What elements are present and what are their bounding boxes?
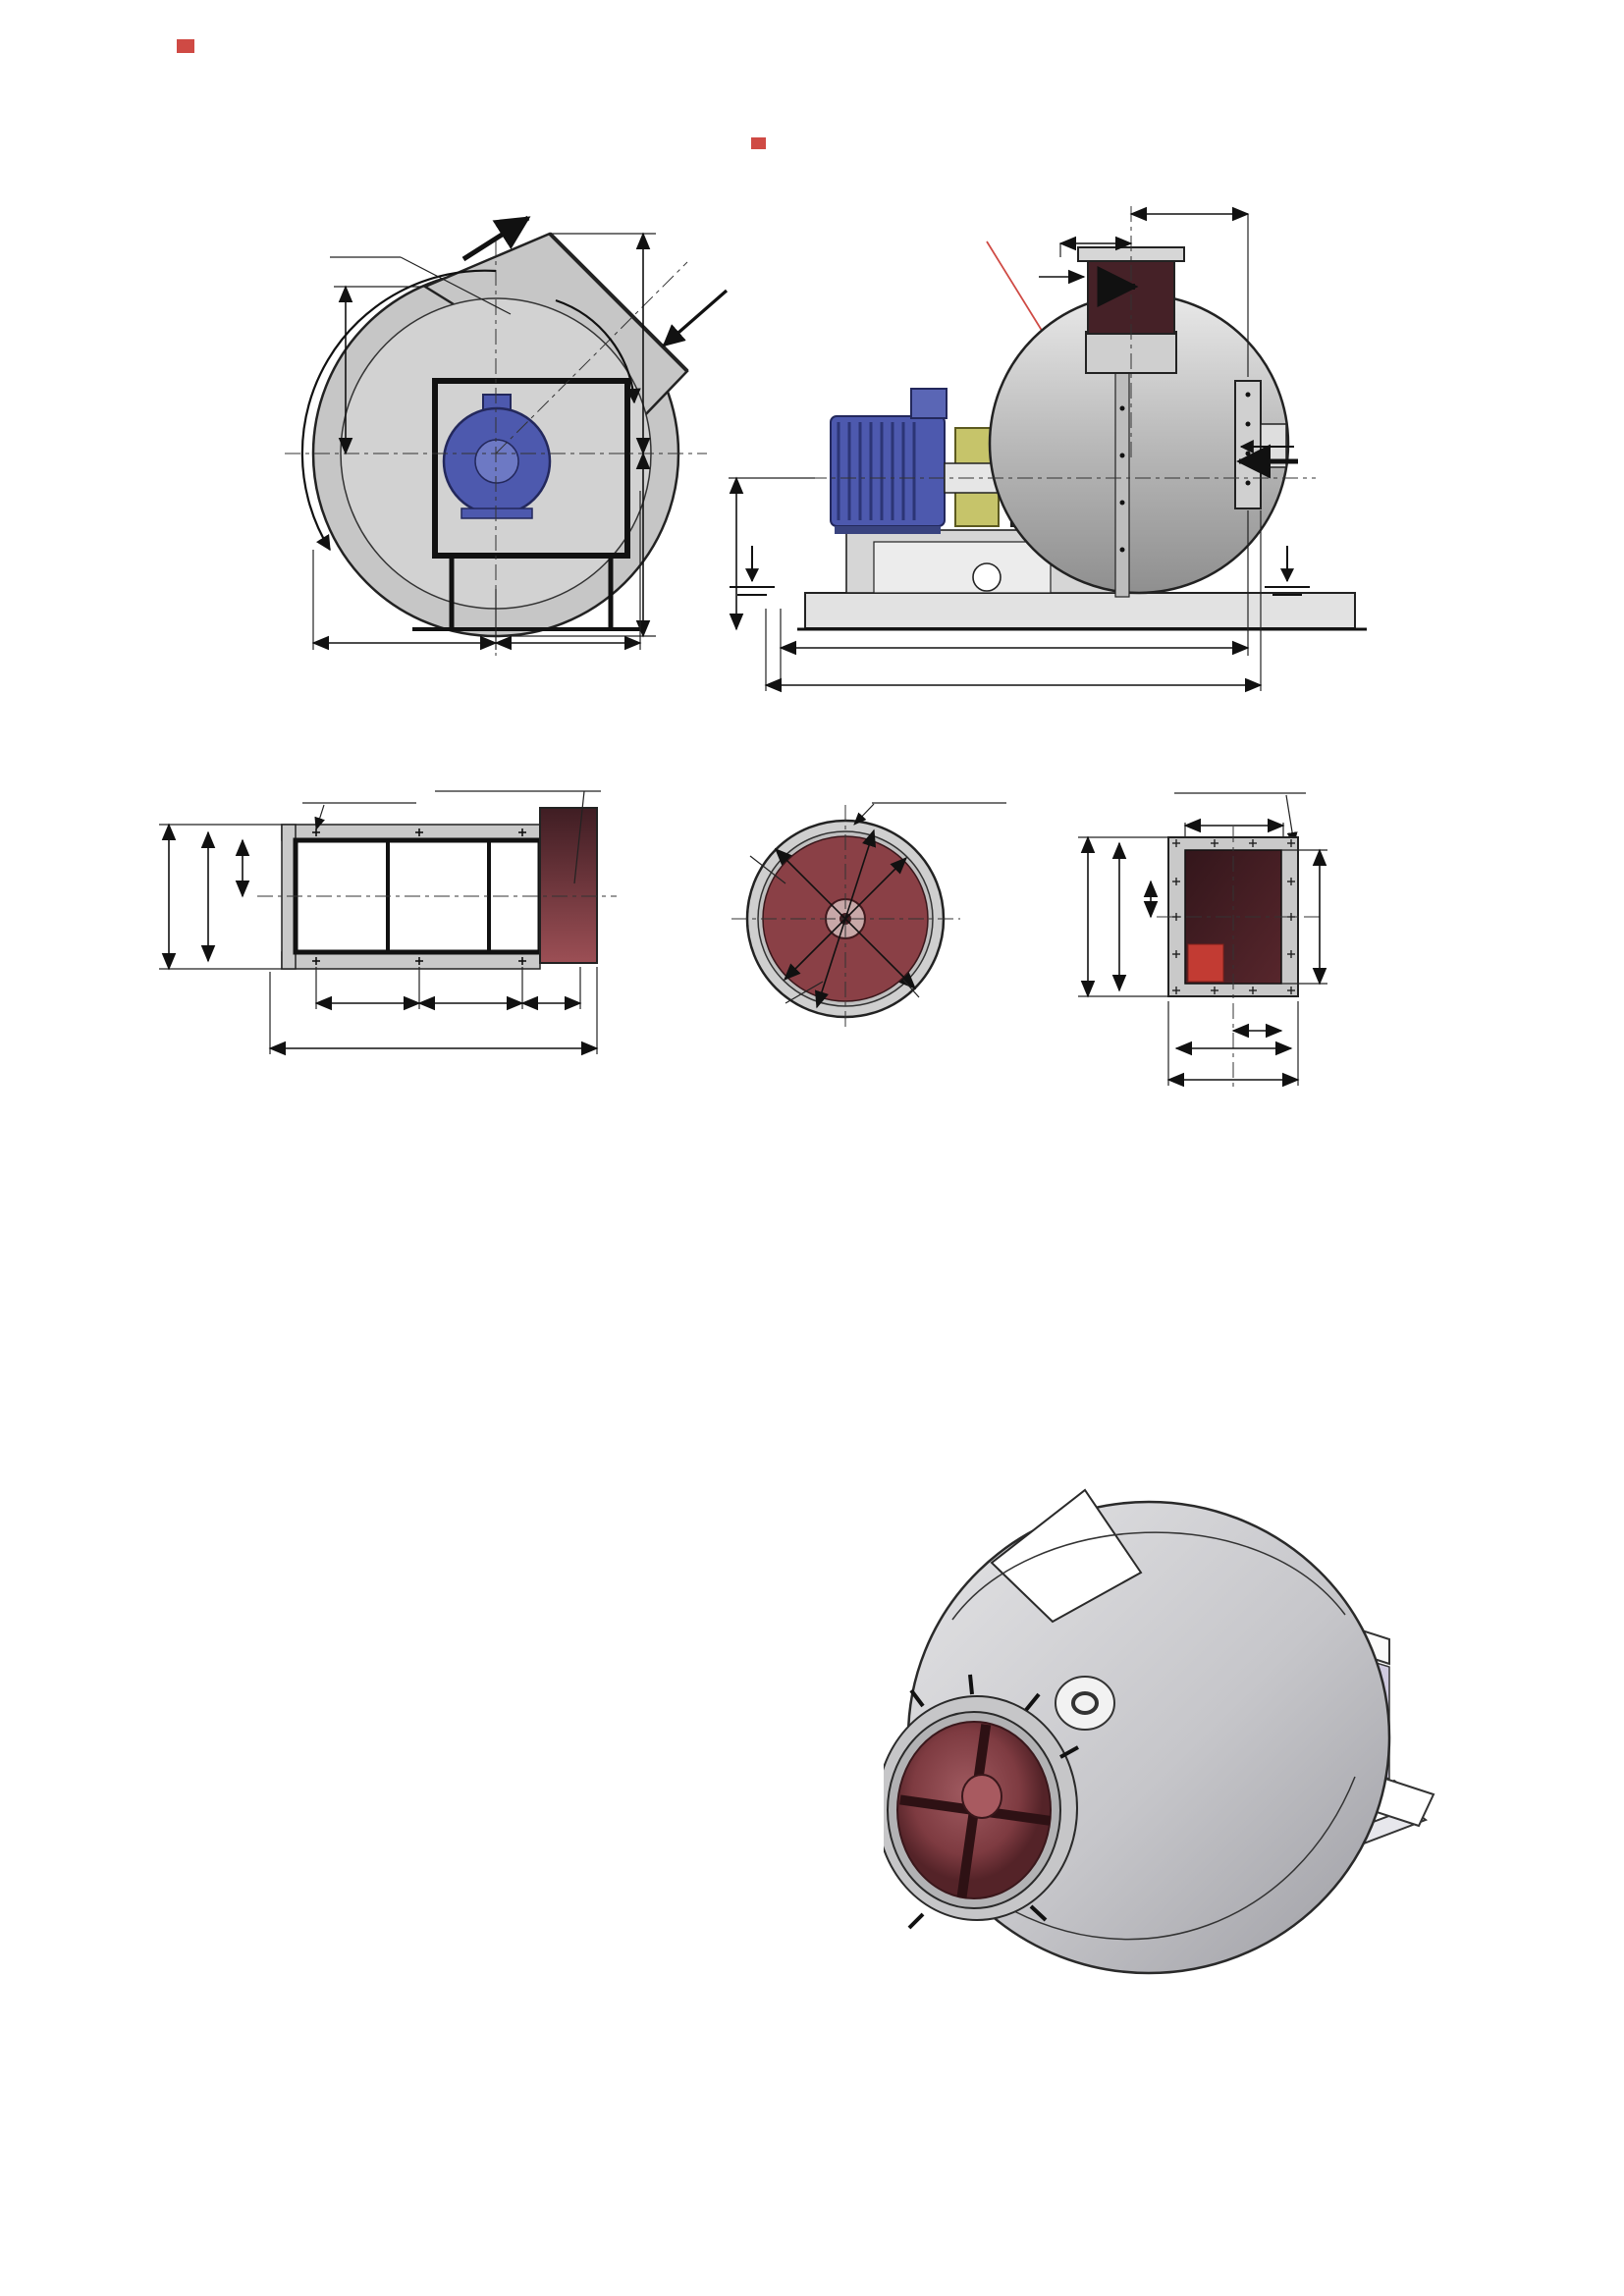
red-artifact-mark <box>177 39 194 53</box>
section-b-drawing <box>1078 793 1327 1088</box>
aerodynamic-chart <box>69 1235 898 2069</box>
fan-3d-render <box>884 1453 1610 2081</box>
red-patch <box>1188 944 1223 982</box>
front-view-drawing <box>285 218 727 656</box>
technical-drawings <box>0 137 1624 1095</box>
section-aa-drawing <box>159 791 617 1054</box>
side-view-drawing <box>729 206 1367 691</box>
section-v-drawing <box>731 803 1006 1031</box>
motor-side <box>831 416 945 526</box>
outlet-duct-section <box>540 808 597 963</box>
